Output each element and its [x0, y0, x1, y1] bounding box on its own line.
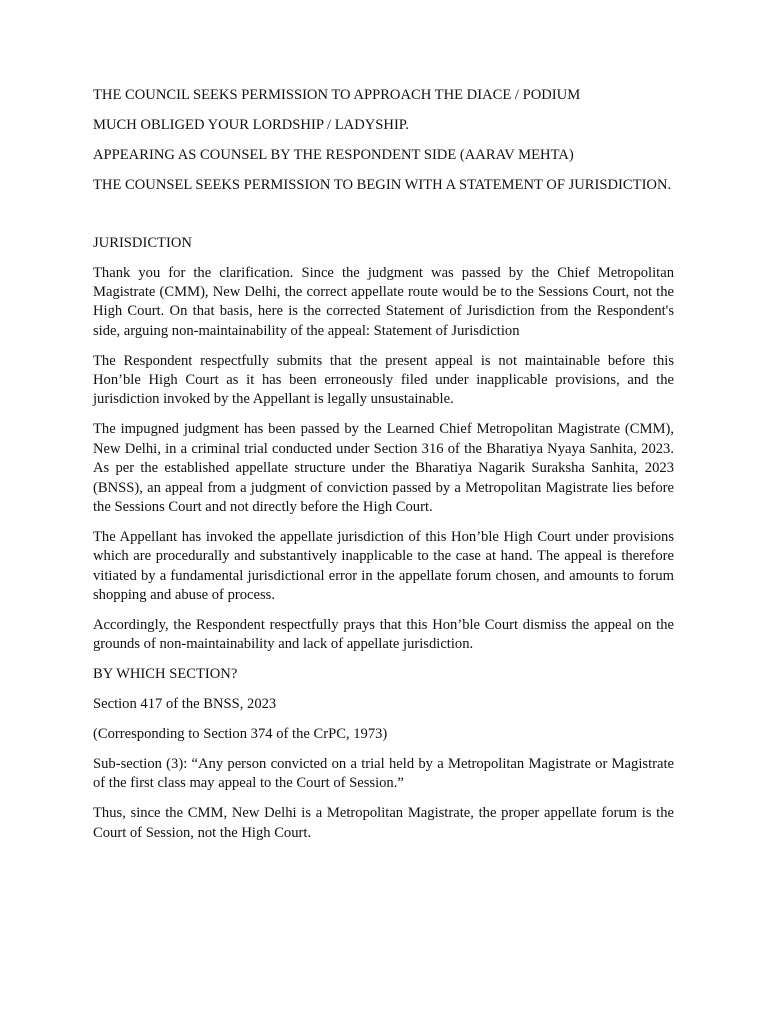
sub-section-quote: Sub-section (3): “Any person convicted on a trial held by a Metropolitan Magistrate or Magistrate of the first class may appeal to the Court of Session.”	[93, 756, 674, 792]
body-paragraph-clarification: Thank you for the clarification. Since the judgment was passed by the Chief Metropolitan Magistrate (CMM), New Delhi, the correct appellate route would be to the Sessions Court, not the High Court. On that basis, here is the corrected Statement of Jurisdiction from the Respondent's side, arguing non-maintainability of the appeal: Statement of Jurisdiction	[93, 264, 674, 339]
opening-line-podium: THE COUNCIL SEEKS PERMISSION TO APPROACH THE DIACE / PODIUM	[93, 87, 581, 103]
section-reference: Section 417 of the BNSS, 2023	[93, 696, 277, 713]
opening-line-permission: THE COUNSEL SEEKS PERMISSION TO BEGIN WITH A STATEMENT OF JURISDICTION.	[93, 176, 672, 193]
body-paragraph-impugned-judgment: The impugned judgment has been passed by the Learned Chief Metropolitan Magistrate (CMM), New Delhi, in a criminal trial conducted under Section 316 of the Bharatiya Nyaya Sanhita, 2023. As per the established appellate structure under the Bharatiya Nagarik Suraksha Sanhita, 2023 (BNSS), an appeal from a judgment of conviction passed by a Metropolitan Magistrate lies before the Sessions Court and not directly before the High Court.	[93, 421, 674, 515]
body-paragraph-maintainability: The Respondent respectfully submits that the present appeal is not maintainable before this Hon’ble High Court as it has been erroneously filed under inapplicable provisions, and the jurisdiction invoked by the Appellant is legally unsustainable.	[93, 352, 674, 408]
document-page	[93, 86, 674, 854]
crpc-correspondence: (Corresponding to Section 374 of the CrPC, 1973)	[93, 726, 388, 743]
question-line: BY WHICH SECTION?	[93, 666, 238, 683]
body-paragraph-prayer: Accordingly, the Respondent respectfully prays that this Hon’ble Court dismiss the appeal on the grounds of non-maintainability and lack of appellate jurisdiction.	[93, 617, 674, 653]
opening-line-appearance: APPEARING AS COUNSEL BY THE RESPONDENT SIDE (AARAV MEHTA)	[93, 146, 574, 163]
section-heading: JURISDICTION	[93, 234, 192, 251]
body-paragraph-appellant-invocation: The Appellant has invoked the appellate jurisdiction of this Hon’ble High Court under provisions which are procedurally and substantively inapplicable to the case at hand. The appeal is therefore vitiated by a fundamental jurisdictional error in the appellate forum chosen, and amounts to forum shopping and abuse of process.	[93, 528, 674, 604]
opening-line-obliged: MUCH OBLIGED YOUR LORDSHIP / LADYSHIP.	[93, 116, 409, 133]
conclusion-paragraph: Thus, since the CMM, New Delhi is a Metropolitan Magistrate, the proper appellate forum is the Court of Session, not the High Court.	[93, 805, 674, 841]
section-spacer	[93, 206, 674, 234]
